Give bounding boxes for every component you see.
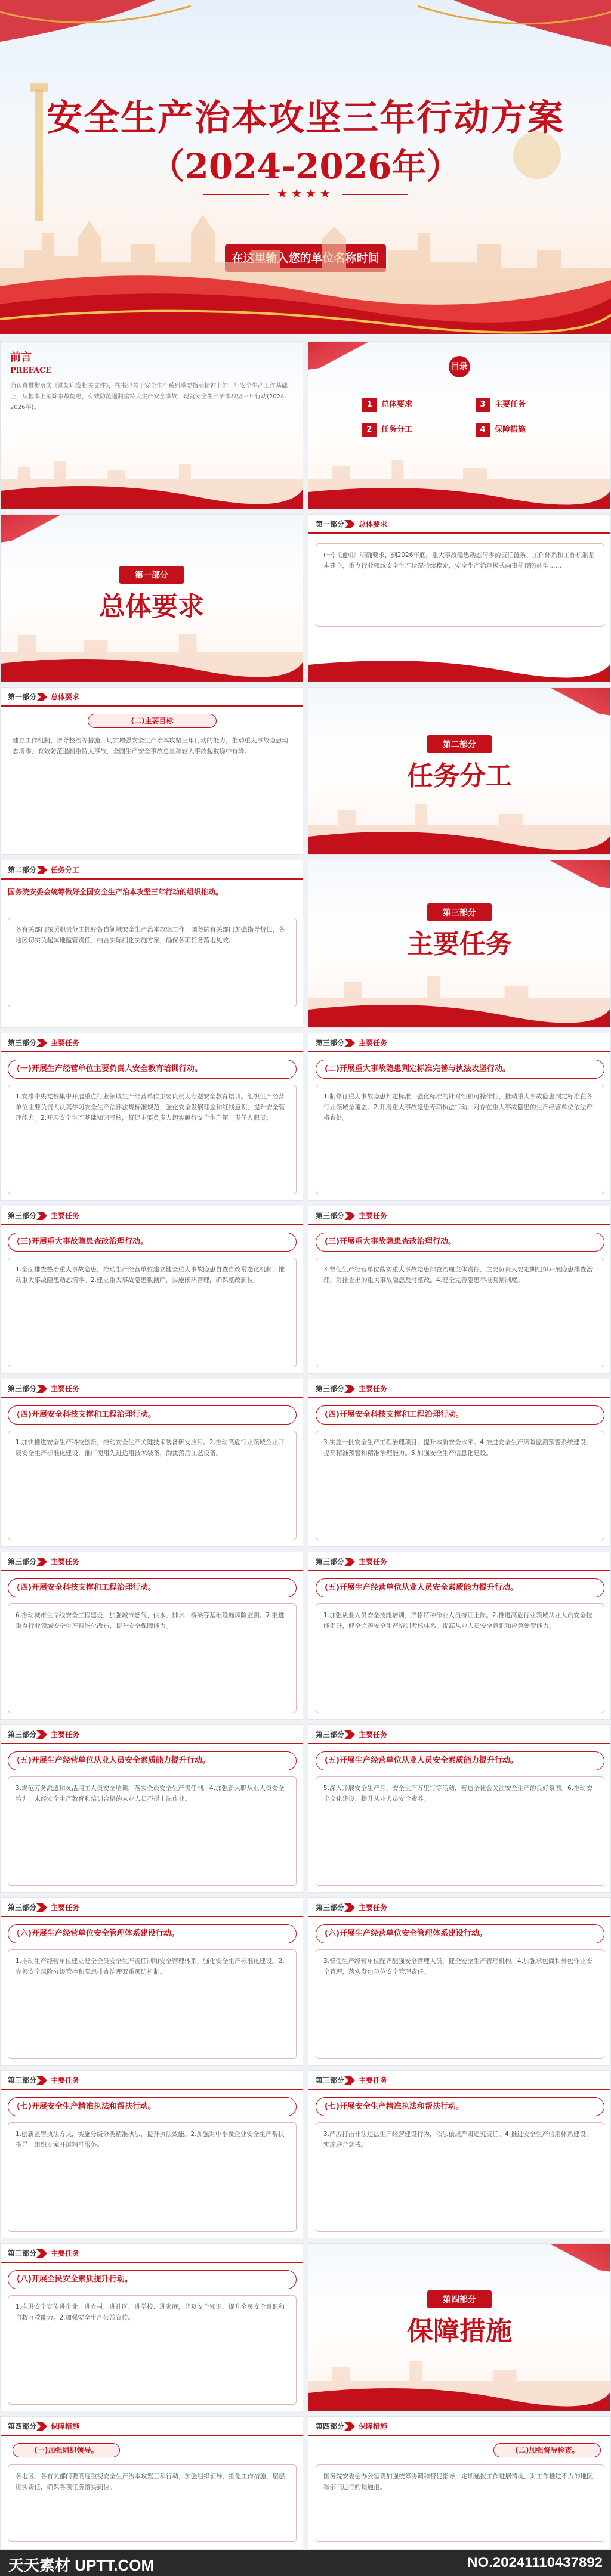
task-slide xyxy=(0,1724,303,1893)
watermark-site: 天天素材 UPTT.COM xyxy=(8,2556,155,2574)
header-tag: 主要任务 xyxy=(359,1385,388,1393)
arrow-icon xyxy=(344,2076,355,2085)
arrow-icon xyxy=(36,2422,47,2431)
arrow-icon xyxy=(36,1558,47,1566)
toc-item-4[interactable] xyxy=(476,422,571,438)
header-part: 第三部分 xyxy=(8,1385,37,1393)
header-part: 第二部分 xyxy=(8,866,37,874)
slide-waves xyxy=(308,628,610,682)
section-divider-2 xyxy=(308,687,611,855)
task-body: 5.深入开展安全生产月、安全生产万里行等活动，营造全社会关注安全生产的良好氛围。6.推动安全文化建设，提升从业人员安全素养。 xyxy=(316,1776,604,1886)
slide-header xyxy=(308,515,610,534)
slide-header xyxy=(1,1552,303,1571)
slide-header xyxy=(308,1206,610,1225)
toc-badge: 目录 xyxy=(449,356,470,377)
section-title: 主要任务 xyxy=(407,929,512,959)
task-slide xyxy=(0,1206,303,1374)
section-title: 总体要求 xyxy=(99,592,204,622)
ribbon-decoration xyxy=(519,2243,611,2274)
task-title: (四)开展安全科技支撑和工程治理行动。 xyxy=(8,1405,297,1425)
task-body: 6.推动城市生命线安全工程建设，加强城市燃气、供水、排水、桥梁等基础设施风险监测。7.推进重点行业领域安全生产智能化改造，提升安全保障能力。 xyxy=(8,1603,297,1713)
toc-header xyxy=(308,356,610,377)
header-part: 第三部分 xyxy=(316,1039,345,1047)
toc-item-1[interactable] xyxy=(362,397,458,413)
section-pill: 第一部分 xyxy=(119,566,184,584)
cover-banner: 在这里输入您的单位名称时间 xyxy=(225,244,386,272)
section-divider-4 xyxy=(308,2243,611,2411)
slide-header xyxy=(1,2244,303,2263)
arrow-icon xyxy=(344,1730,355,1739)
section-divider-3 xyxy=(308,860,611,1028)
task-slide xyxy=(0,1552,303,1720)
section-label xyxy=(308,2290,610,2308)
slide-waves xyxy=(308,974,610,1027)
slide-waves xyxy=(308,2357,610,2411)
task-title: (二)开展重大事故隐患判定标准完善与执法攻坚行动。 xyxy=(316,1060,604,1079)
task-slide xyxy=(308,1897,611,2066)
header-part: 第三部分 xyxy=(8,1039,37,1047)
header-tag: 主要任务 xyxy=(51,2076,80,2085)
header-tag: 主要任务 xyxy=(359,1558,388,1566)
task-body: 1.推进安全宣传进企业、进农村、进社区、进学校、进家庭，普及安全知识，提升全民安全意识和自救互救能力。2.加强安全生产公益宣传。 xyxy=(8,2295,297,2405)
task-title: (八)开展全民安全素质提升行动。 xyxy=(8,2270,297,2289)
slide-header xyxy=(308,1552,610,1571)
header-tag: 主要任务 xyxy=(51,2249,80,2258)
task-body: 3.规范劳务派遣和灵活用工人员安全培训，落实全员安全生产责任制。4.加强新入职从业人员安全培训，未经安全生产教育和培训合格的从业人员不得上岗作业。 xyxy=(8,1776,297,1886)
arrow-icon xyxy=(36,2249,47,2258)
header-part: 第一部分 xyxy=(8,693,37,701)
subsection-pill: (一)加强组织领导。 xyxy=(13,2443,120,2457)
header-tag: 任务分工 xyxy=(51,866,80,874)
task-title: (一)开展生产经营单位主要负责人安全教育培训行动。 xyxy=(8,1060,297,1079)
header-part: 第四部分 xyxy=(316,2422,345,2431)
preface-title xyxy=(10,351,51,377)
preface-slide xyxy=(0,341,303,509)
slide-header xyxy=(308,1725,610,1744)
guiding-slide xyxy=(0,687,303,855)
slide-header xyxy=(308,2071,610,2090)
header-part: 第三部分 xyxy=(8,1558,37,1566)
task-body: 1.安排中央党校集中开展重点行业领域生产经营单位主要负责人专题安全教育培训。组织生产经营单位主要负责人认真学习安全生产法律法规标准规范，强化安全发展理念和红线意识，提升安全管理能力。2.开展安全生产基础知识考核，督促主要负责人切实履行安全生产第一责任人职责。 xyxy=(8,1085,297,1194)
slide-header xyxy=(1,2071,303,2090)
slide-header xyxy=(1,1033,303,1052)
overall-slide xyxy=(308,514,611,682)
arrow-icon xyxy=(36,1039,47,1047)
task-slide xyxy=(308,1033,611,1201)
slide-header xyxy=(1,860,303,880)
header-part: 第三部分 xyxy=(8,1212,37,1220)
task-body: 1.加强从业人员安全技能培训，严格特种作业人员持证上岗。2.推进高危行业领域从业人员安全技能提升，健全完善安全生产培训考核体系，提高从业人员安全意识和应急处置能力。 xyxy=(316,1603,604,1713)
task-slide xyxy=(0,2243,303,2411)
arrow-icon xyxy=(344,1212,355,1220)
task-title: (五)开展生产经营单位从业人员安全素质能力提升行动。 xyxy=(316,1578,604,1597)
task-slide xyxy=(308,1724,611,1893)
slide-header xyxy=(1,1725,303,1744)
slide-header xyxy=(1,1379,303,1398)
slide-header xyxy=(1,1898,303,1917)
header-tag: 主要任务 xyxy=(359,1730,388,1739)
watermark-footer xyxy=(0,2550,611,2576)
header-tag: 主要任务 xyxy=(359,1039,388,1047)
arrow-icon xyxy=(36,2076,47,2085)
safeguard-slide xyxy=(308,2416,611,2550)
task-title: (七)开展安全生产精准执法和帮扶行动。 xyxy=(316,2097,604,2116)
header-part: 第三部分 xyxy=(8,1903,37,1912)
division-slide xyxy=(0,860,303,1028)
task-slide xyxy=(0,1897,303,2066)
task-title: (四)开展安全科技支撑和工程治理行动。 xyxy=(316,1405,604,1425)
header-part: 第三部分 xyxy=(316,1903,345,1912)
task-body: 3.严厉打击非法违法生产经营建设行为，依法依规严肃追究责任。4.推进安全生产信用体系建设，实施联合惩戒。 xyxy=(316,2122,604,2232)
header-tag: 总体要求 xyxy=(51,693,80,701)
toc-item-label: 总体要求 xyxy=(381,397,447,413)
slide-header xyxy=(308,1033,610,1052)
task-slide xyxy=(0,2070,303,2238)
header-tag: 主要任务 xyxy=(359,1903,388,1912)
task-title: (五)开展生产经营单位从业人员安全素质能力提升行动。 xyxy=(316,1751,604,1770)
header-tag: 保障措施 xyxy=(51,2422,80,2431)
preface-title-en: PREFACE xyxy=(10,366,52,375)
header-tag: 保障措施 xyxy=(359,2422,388,2431)
cover-years: （2024-2026年） xyxy=(150,146,461,187)
safeguard-body: 国务院安委会办公室要加强统筹协调和督促指导，定期通报工作进展情况，对工作推进不力的地区和部门进行约谈通报。 xyxy=(316,2464,604,2542)
header-tag: 主要任务 xyxy=(51,1558,80,1566)
content-box: (一)《通知》明确要求，到2026年底，重大事故隐患动态清零的责任链条、工作体系和工作机制基本建立，重点行业领域安全生产状况持续稳定，安全生产治理模式向事前预防转型…… xyxy=(316,543,604,627)
header-tag: 主要任务 xyxy=(51,1212,80,1220)
toc-number: 4 xyxy=(476,423,490,437)
task-slide xyxy=(308,1379,611,1547)
watermark-number: NO.20241110437892 xyxy=(467,2555,603,2571)
header-tag: 主要任务 xyxy=(359,1212,388,1220)
header-tag: 主要任务 xyxy=(51,1903,80,1912)
toc-number: 2 xyxy=(362,423,377,437)
arrow-icon xyxy=(36,1730,47,1739)
header-part: 第四部分 xyxy=(8,2422,37,2431)
ribbon-decoration xyxy=(0,514,92,544)
section-title: 保障措施 xyxy=(407,2316,512,2346)
subsection-pill: (二)主要目标 xyxy=(88,714,217,728)
task-body: 1.全面排查整治重大事故隐患，推动生产经营单位建立健全重大事故隐患自查自改常态化机制，推动重大事故隐患动态清零。2.建立重大事故隐患数据库，实施闭环管理，确保整改到位。 xyxy=(8,1258,297,1367)
task-body: 1.加快推进安全生产科技创新，推动安全生产关键技术装备研发应用。2.推动高危行业领域企业开展安全生产标准化建设，推广使用先进适用技术装备，淘汰落后工艺设备。 xyxy=(8,1431,297,1540)
task-body: 3.督促生产经营单位落实重大事故隐患排查治理主体责任，主要负责人要定期组织开展隐患排查治理，对排查出的重大事故隐患及时整改。4.健全完善隐患举报奖励制度。 xyxy=(316,1258,604,1367)
header-tag: 主要任务 xyxy=(359,2076,388,2085)
slide-waves xyxy=(308,801,610,854)
task-body: 3.实施一批安全生产工程治理项目，提升本质安全水平。4.推进安全生产风险监测预警系统建设，提高精准预警和精准治理能力。5.加强安全生产信息化建设。 xyxy=(316,1431,604,1540)
slide-header xyxy=(308,1898,610,1917)
ribbon-decoration xyxy=(519,860,611,890)
section-pill: 第四部分 xyxy=(427,2290,492,2308)
header-part: 第三部分 xyxy=(316,1730,345,1739)
task-slide xyxy=(308,1552,611,1720)
toc-slide xyxy=(308,341,611,509)
task-body: 3.督促生产经营单位配齐配强安全管理人员，健全安全生产管理机构。4.加强承包商和外包作业安全管理，落实发包单位安全管理责任。 xyxy=(316,1949,604,2059)
safeguard-body: 各地区、各有关部门要高度重视安全生产治本攻坚三年行动，加强组织领导，细化工作措施，层层压实责任，确保各项任务落实到位。 xyxy=(8,2464,297,2542)
slide-header xyxy=(308,1379,610,1398)
header-part: 第三部分 xyxy=(316,1212,345,1220)
section-pill: 第三部分 xyxy=(427,903,492,921)
header-part: 第三部分 xyxy=(316,1385,345,1393)
section-divider-1 xyxy=(0,514,303,682)
header-tag: 主要任务 xyxy=(51,1039,80,1047)
subsection-pill: (二)加强督导检查。 xyxy=(493,2443,601,2457)
arrow-icon xyxy=(36,1385,47,1393)
slide-header xyxy=(308,2417,610,2436)
toc-item-label: 任务分工 xyxy=(381,422,447,438)
preface-title-cn: 前言 xyxy=(10,351,32,364)
task-body: 1.制修订重大事故隐患判定标准，强化标准的针对性和可操作性，推动重大事故隐患判定标准在各行业领域全覆盖。2.开展重大事故隐患专项执法行动，对存在重大事故隐患的生产经营单位依法严格查处。 xyxy=(316,1085,604,1194)
header-tag: 主要任务 xyxy=(51,1385,80,1393)
arrow-icon xyxy=(344,1039,355,1047)
content-box: 各有关部门按照职责分工抓好各自领域安全生产治本攻坚工作，国务院有关部门加强指导督促，各地区切实负起属地监管责任，结合实际细化实施方案，确保各项任务落地见效。 xyxy=(8,918,297,1007)
task-slide xyxy=(0,1379,303,1547)
header-part: 第一部分 xyxy=(316,520,345,528)
arrow-icon xyxy=(36,1212,47,1220)
subsection-text: 建立工作机制、督导整治等措施，切实增强安全生产治本攻坚三年行动的能力，推动重大事故隐患动态清零，有效防范遏制重特大事故，全国生产安全事故总量和较大事故起数稳中有降。 xyxy=(13,737,288,755)
cover-slide xyxy=(0,0,611,334)
arrow-icon xyxy=(36,866,47,874)
task-body: 1.推动生产经营单位建立健全全员安全生产责任制和安全管理体系，强化安全生产标准化建设。2.完善安全风险分级管控和隐患排查治理双重预防机制。 xyxy=(8,1949,297,2059)
slide-header xyxy=(1,688,303,707)
task-slide xyxy=(308,1206,611,1374)
toc-number: 1 xyxy=(362,398,377,412)
cover-title: 安全生产治本攻坚三年行动方案 xyxy=(47,97,564,139)
toc-number: 3 xyxy=(476,398,490,412)
task-title: (六)开展生产经营单位安全管理体系建设行动。 xyxy=(316,1924,604,1943)
arrow-icon xyxy=(344,1903,355,1912)
task-body: 1.创新监管执法方式，实施分级分类精准执法，提升执法效能。2.加强对中小微企业安全生产帮扶指导，组织专家开展精准服务。 xyxy=(8,2122,297,2232)
ribbon-decoration xyxy=(519,687,611,717)
task-title: (三)开展重大事故隐患查改治理行动。 xyxy=(316,1233,604,1252)
arrow-icon xyxy=(344,2422,355,2431)
toc-item-3[interactable] xyxy=(476,397,571,413)
cover-skyline xyxy=(0,197,611,334)
task-title: (六)开展生产经营单位安全管理体系建设行动。 xyxy=(8,1924,297,1943)
toc-item-label: 主要任务 xyxy=(495,397,560,413)
division-lead: 国务院安委会统筹做好全国安全生产治本攻坚三年行动的组织推动。 xyxy=(8,888,223,896)
header-part: 第三部分 xyxy=(8,2076,37,2085)
arrow-icon xyxy=(36,693,47,701)
header-tag: 总体要求 xyxy=(359,520,388,528)
header-tag: 主要任务 xyxy=(51,1730,80,1739)
toc-item-label: 保障措施 xyxy=(495,422,560,438)
cover-stars: ★★★★ xyxy=(0,186,611,200)
header-part: 第三部分 xyxy=(316,1558,345,1566)
arrow-icon xyxy=(36,1903,47,1912)
slide-header xyxy=(1,2417,303,2436)
arrow-icon xyxy=(344,1558,355,1566)
task-title: (五)开展生产经营单位从业人员安全素质能力提升行动。 xyxy=(8,1751,297,1770)
preface-text: 为认真贯彻落实《通知印发相关文件》，在书记关于安全生产系列重要指示精神上的一年安全生产工作基础上，从根本上消除事故隐患，有效防范遏制重特大生产安全事故，现就安全生产治本攻坚三年行动(2024-2026年)。 xyxy=(10,383,288,411)
header-part: 第三部分 xyxy=(8,2249,37,2258)
slide-header xyxy=(1,1206,303,1225)
arrow-icon xyxy=(344,520,355,528)
task-slide xyxy=(308,2070,611,2238)
safeguard-slide xyxy=(0,2416,303,2550)
task-title: (三)开展重大事故隐患查改治理行动。 xyxy=(8,1233,297,1252)
task-title: (四)开展安全科技支撑和工程治理行动。 xyxy=(8,1578,297,1597)
header-part: 第三部分 xyxy=(316,2076,345,2085)
task-title: (七)开展安全生产精准执法和帮扶行动。 xyxy=(8,2097,297,2116)
section-pill: 第二部分 xyxy=(427,735,492,753)
section-label xyxy=(308,903,610,921)
section-title: 任务分工 xyxy=(407,761,512,791)
section-label xyxy=(1,566,303,584)
section-label xyxy=(308,735,610,753)
slide-waves xyxy=(1,628,303,682)
slide-waves xyxy=(1,455,303,509)
arrow-icon xyxy=(344,1385,355,1393)
header-part: 第三部分 xyxy=(8,1730,37,1739)
task-slide xyxy=(0,1033,303,1201)
slide-waves xyxy=(308,455,610,509)
toc-item-2[interactable] xyxy=(362,422,458,438)
